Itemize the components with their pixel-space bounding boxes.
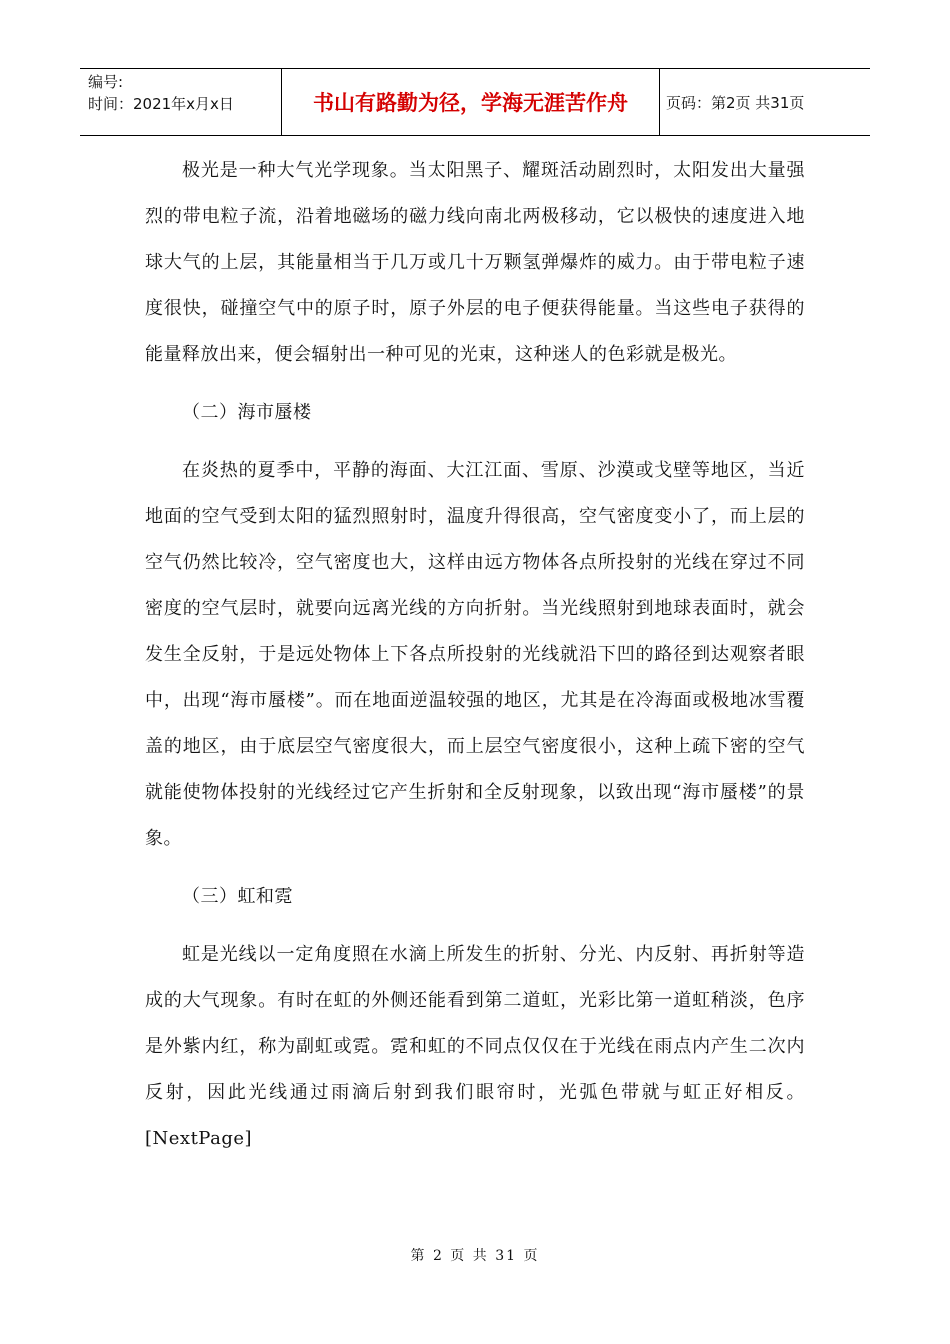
- section-heading-rainbow: （三）虹和霓: [182, 886, 293, 907]
- page-header: [80, 68, 870, 136]
- paragraph-aurora: 极光是一种大气光学现象。当太阳黑子、耀斑活动剧烈时，太阳发出大量强烈的带电粒子流，沿着地磁场的磁力线向南北两极移动，它以极快的速度进入地球大气的上层，其能量相当于几万或几十万颗氢弹爆炸的威力。由于带电粒子速度很快，碰撞空气中的原子时，原子外层的电子便获得能量。当这些电子获得的能量释放出来，便会辐射出一种可见的光束，这种迷人的色彩就是极光。: [145, 160, 805, 365]
- paragraph-rainbow: 虹是光线以一定角度照在水滴上所发生的折射、分光、内反射、再折射等造成的大气现象。有时在虹的外侧还能看到第二道虹，光彩比第一道虹稍淡，色序是外紫内红，称为副虹或霓。霓和虹的不同点仅仅在于光线在雨点内产生二次内反射，因此光线通过雨滴后射到我们眼帘时，光弧色带就与虹正好相反。[NextPage]: [145, 944, 805, 1149]
- paragraph-mirage: 在炎热的夏季中，平静的海面、大江江面、雪原、沙漠或戈壁等地区，当近地面的空气受到太阳的猛烈照射时，温度升得很高，空气密度变小了，而上层的空气仍然比较冷，空气密度也大，这样由远方物体各点所投射的光线在穿过不同密度的空气层时，就要向远离光线的方向折射。当光线照射到地球表面时，就会发生全反射，于是远处物体上下各点所投射的光线就沿下凹的路径到达观察者眼中，出现“海市蜃楼”。而在地面逆温较强的地区，尤其是在冷海面或极地冰雪覆盖的地区，由于底层空气密度很大，而上层空气密度很小，这种上疏下密的空气就能使物体投射的光线经过它产生折射和全反射现象，以致出现“海市蜃楼”的景象。: [145, 460, 805, 849]
- header-motto: 书山有路勤为径，学海无涯苦作舟: [282, 69, 660, 135]
- document-body: [145, 148, 805, 1162]
- header-meta: [80, 69, 282, 135]
- number-label: 编号:: [88, 73, 124, 91]
- time-label: 时间：2021年x月x日: [88, 95, 234, 113]
- page-footer: 第 2 页 共 31 页: [410, 1248, 540, 1264]
- header-page-info: 页码：第2页 共31页: [666, 93, 805, 112]
- section-heading-mirage: （二）海市蜃楼: [182, 402, 312, 423]
